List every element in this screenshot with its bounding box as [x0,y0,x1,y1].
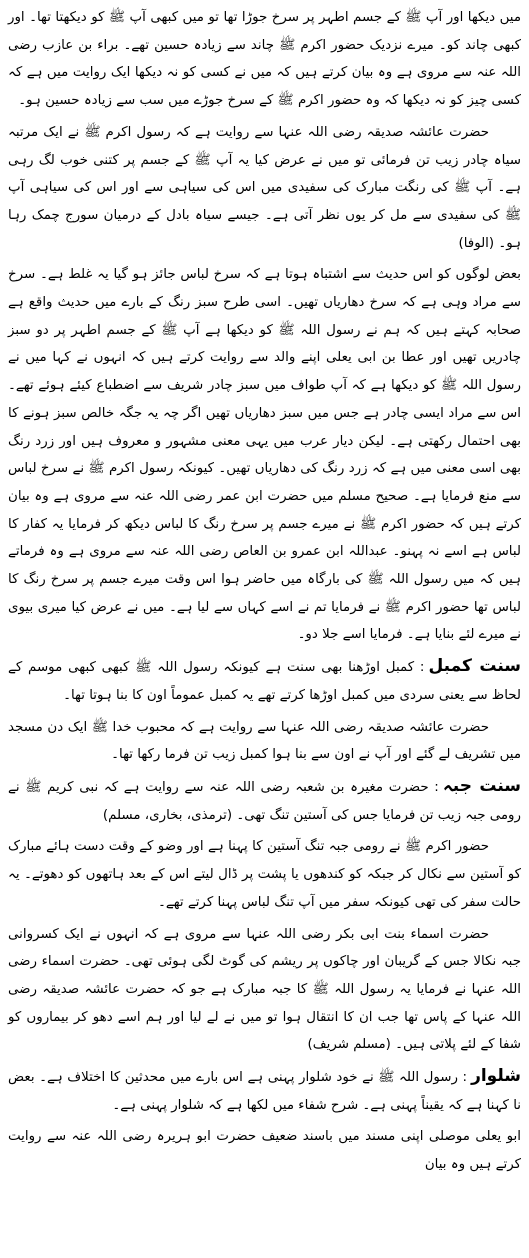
paragraph-9 [8,1063,521,1119]
paragraph-7 [8,833,521,916]
paragraph-text: : رسول اللہ ﷺ نے خود شلوار پہنی ہے اس بارے میں محدثین کا اختلاف ہے۔ بعض نا کہنا ہے کہ یقیناً پہنی ہے۔ شرح شفاء میں لکھا ہے کہ شلوار پہنی ہے۔ [8,1070,521,1113]
paragraph-2 [8,119,521,258]
paragraph-10 [8,1123,521,1178]
section-heading: سنت جبہ [442,775,521,796]
paragraph-8 [8,921,521,1060]
paragraph-text: ابو یعلی موصلی اپنی مسند میں باسند ضعیف حضرت ابو ہریرہ رضی اللہ عنہ سے روایت کرتے ہیں وہ بیان [8,1129,521,1173]
paragraph-3 [8,261,521,649]
section-heading: سنت کمبل [428,656,521,677]
section-heading: شلوار [471,1066,521,1087]
paragraph-text: حضرت عائشہ صدیقہ رضی اللہ عنہا سے روایت ہے کہ محبوب خدا ﷺ ایک دن مسجد میں تشریف لے گئے اور آپ نے اون سے بنا ہوا کمبل زیب تن فرما رکھا تھا۔ [8,719,521,763]
paragraph-4 [8,653,521,709]
paragraph-text: میں دیکھا اور آپ ﷺ کے جسم اطہر پر سرخ جوڑا تھا تو میں کبھی آپ ﷺ کو دیکھتا تھا۔ اور کبھی چاند کو۔ میرے نزدیک حضور اکرم ﷺ چاند سے زیادہ حسین تھے۔ براء بن عازب رضی اللہ عنہ سے مروی ہے وہ بیان کرتے ہیں کہ میں نے کسی کو نہ دیکھا ایک روایت میں ہے کہ کسی چیز کو نہ دیکھا کہ وہ حضور اکرم ﷺ کے سرخ جوڑے میں سب سے زیادہ حسین ہو۔ [8,10,521,109]
paragraph-text: حضرت اسماء بنت ابی بکر رضی اللہ عنہا سے مروی ہے کہ انہوں نے ایک کسروانی جبہ نکالا جس کے گریبان اور چاکوں پر ریشم کی گوٹ لگی ہوئی تھی۔ حضرت اسماء رضی اللہ عنہا نے فرمایا یہ رسول اللہ ﷺ کا جبہ مبارک ہے جو کہ حضرت عائشہ صدیقہ رضی اللہ عنہا کے پاس تھا جب ان کا انتقال ہوا تو میں نے لے لیا اور ہم اسے دھو کر بیماروں کو شفا کے لئے پلاتی ہیں۔ (مسلم شریف) [8,926,521,1053]
paragraph-text: بعض لوگوں کو اس حدیث سے اشتباہ ہوتا ہے کہ سرخ لباس جائز ہو گیا یہ غلط ہے۔ سرخ سے مراد وہی ہے کہ سرخ دھاریاں تھیں۔ اسی طرح سبز رنگ کے بارے میں حدیث واقع ہے صحابہ کہتے ہیں کہ ہم نے رسول اللہ ﷺ کو دیکھا ہے آپ ﷺ کے جسم اطہر پر دو سبز چادریں تھیں اور عطا بن ابی یعلی اپنے والد سے روایت کرتے ہیں کہ انہوں نے کہا میں نے رسول اللہ ﷺ کو دیکھا ہے کہ آپ طواف میں سبز چادر شریف سے اضطباع کیئے ہوئے تھے۔ اس سے مراد ایسی چادر ہے جس میں سبز دھاریاں تھیں اگر چہ یہ جگہ خالص سبز ہونے کا بھی احتمال رکھتی ہے۔ لیکن دیار عرب میں یہی معنی مشہور و معروف ہیں اور زرد رنگ بھی اسی معنی میں ہے کہ زرد رنگ کی دھاریاں تھیں۔ کیونکہ رسول اکرم ﷺ نے سرخ لباس سے منع فرمایا ہے۔ صحیح مسلم میں حضرت ابن عمر رضی اللہ عنہ سے مروی ہے وہ بیان کرتے ہیں کہ حضور اکرم ﷺ نے میرے جسم پر سرخ رنگ کا لباس دیکھ کر فرمایا یہ کفار کا لباس ہے اسے نہ پہنو۔ عبداللہ ابن عمرو بن العاص رضی اللہ عنہ سے مروی ہے وہ فرماتے ہیں کہ میں رسول اللہ ﷺ کی بارگاہ میں حاضر ہوا اس وقت میرے جسم پر سرخ رنگ کا لباس تھا حضور اکرم ﷺ نے فرمایا تم نے اسے کہاں سے لیا ہے۔ میں نے عرض کیا میری بیوی نے میرے لئے بنایا ہے۔ فرمایا اسے جلا دو۔ [8,267,521,643]
paragraph-5 [8,714,521,769]
paragraph-text: حضرت عائشہ صدیقہ رضی اللہ عنہا سے روایت ہے کہ رسول اکرم ﷺ نے ایک مرتبہ سیاہ چادر زیب تن فرمائی تو میں نے عرض کیا یہ آپ ﷺ کے جسم پر کتنی خوب لگ رہی ہے۔ آپ ﷺ کی رنگت مبارک کی سفیدی میں اس کی سیاہی سے اور اس کی سیاہی آپ ﷺ کی سفیدی سے مل کر یوں نظر آتی ہے۔ جیسے سیاہ بادل کے درمیان سورج چمک رہا ہو۔ (الوفا) [8,124,521,251]
paragraph-text: : کمبل اوڑھنا بھی سنت ہے کیونکہ رسول اللہ ﷺ کبھی کبھی موسم کے لحاظ سے یعنی سردی میں کمبل اوڑھا کرتے تھے یہ کمبل عموماً اون کا بنا ہوتا تھا۔ [8,660,521,703]
paragraph-text: حضور اکرم ﷺ نے رومی جبہ تنگ آستین کا پہنا ہے اور وضو کے وقت دست ہائے مبارک کو آستین سے نکال کر جبکہ کو کندھوں یا پشت پر ڈال لیتے اس کے بعد ہاتھوں کو دھوتے۔ یہ حالت سفر کی تھی کیونکہ سفر میں آپ تنگ لباس پہنا کرتے تھے۔ [8,839,521,910]
paragraph-1 [8,4,521,115]
paragraph-6 [8,773,521,829]
paragraph-text: : حضرت مغیرہ بن شعبہ رضی اللہ عنہ سے روایت ہے کہ نبی کریم ﷺ نے رومی جبہ زیب تن فرمایا جس کی آستین تنگ تھی۔ (ترمذی، بخاری، مسلم) [8,779,521,823]
